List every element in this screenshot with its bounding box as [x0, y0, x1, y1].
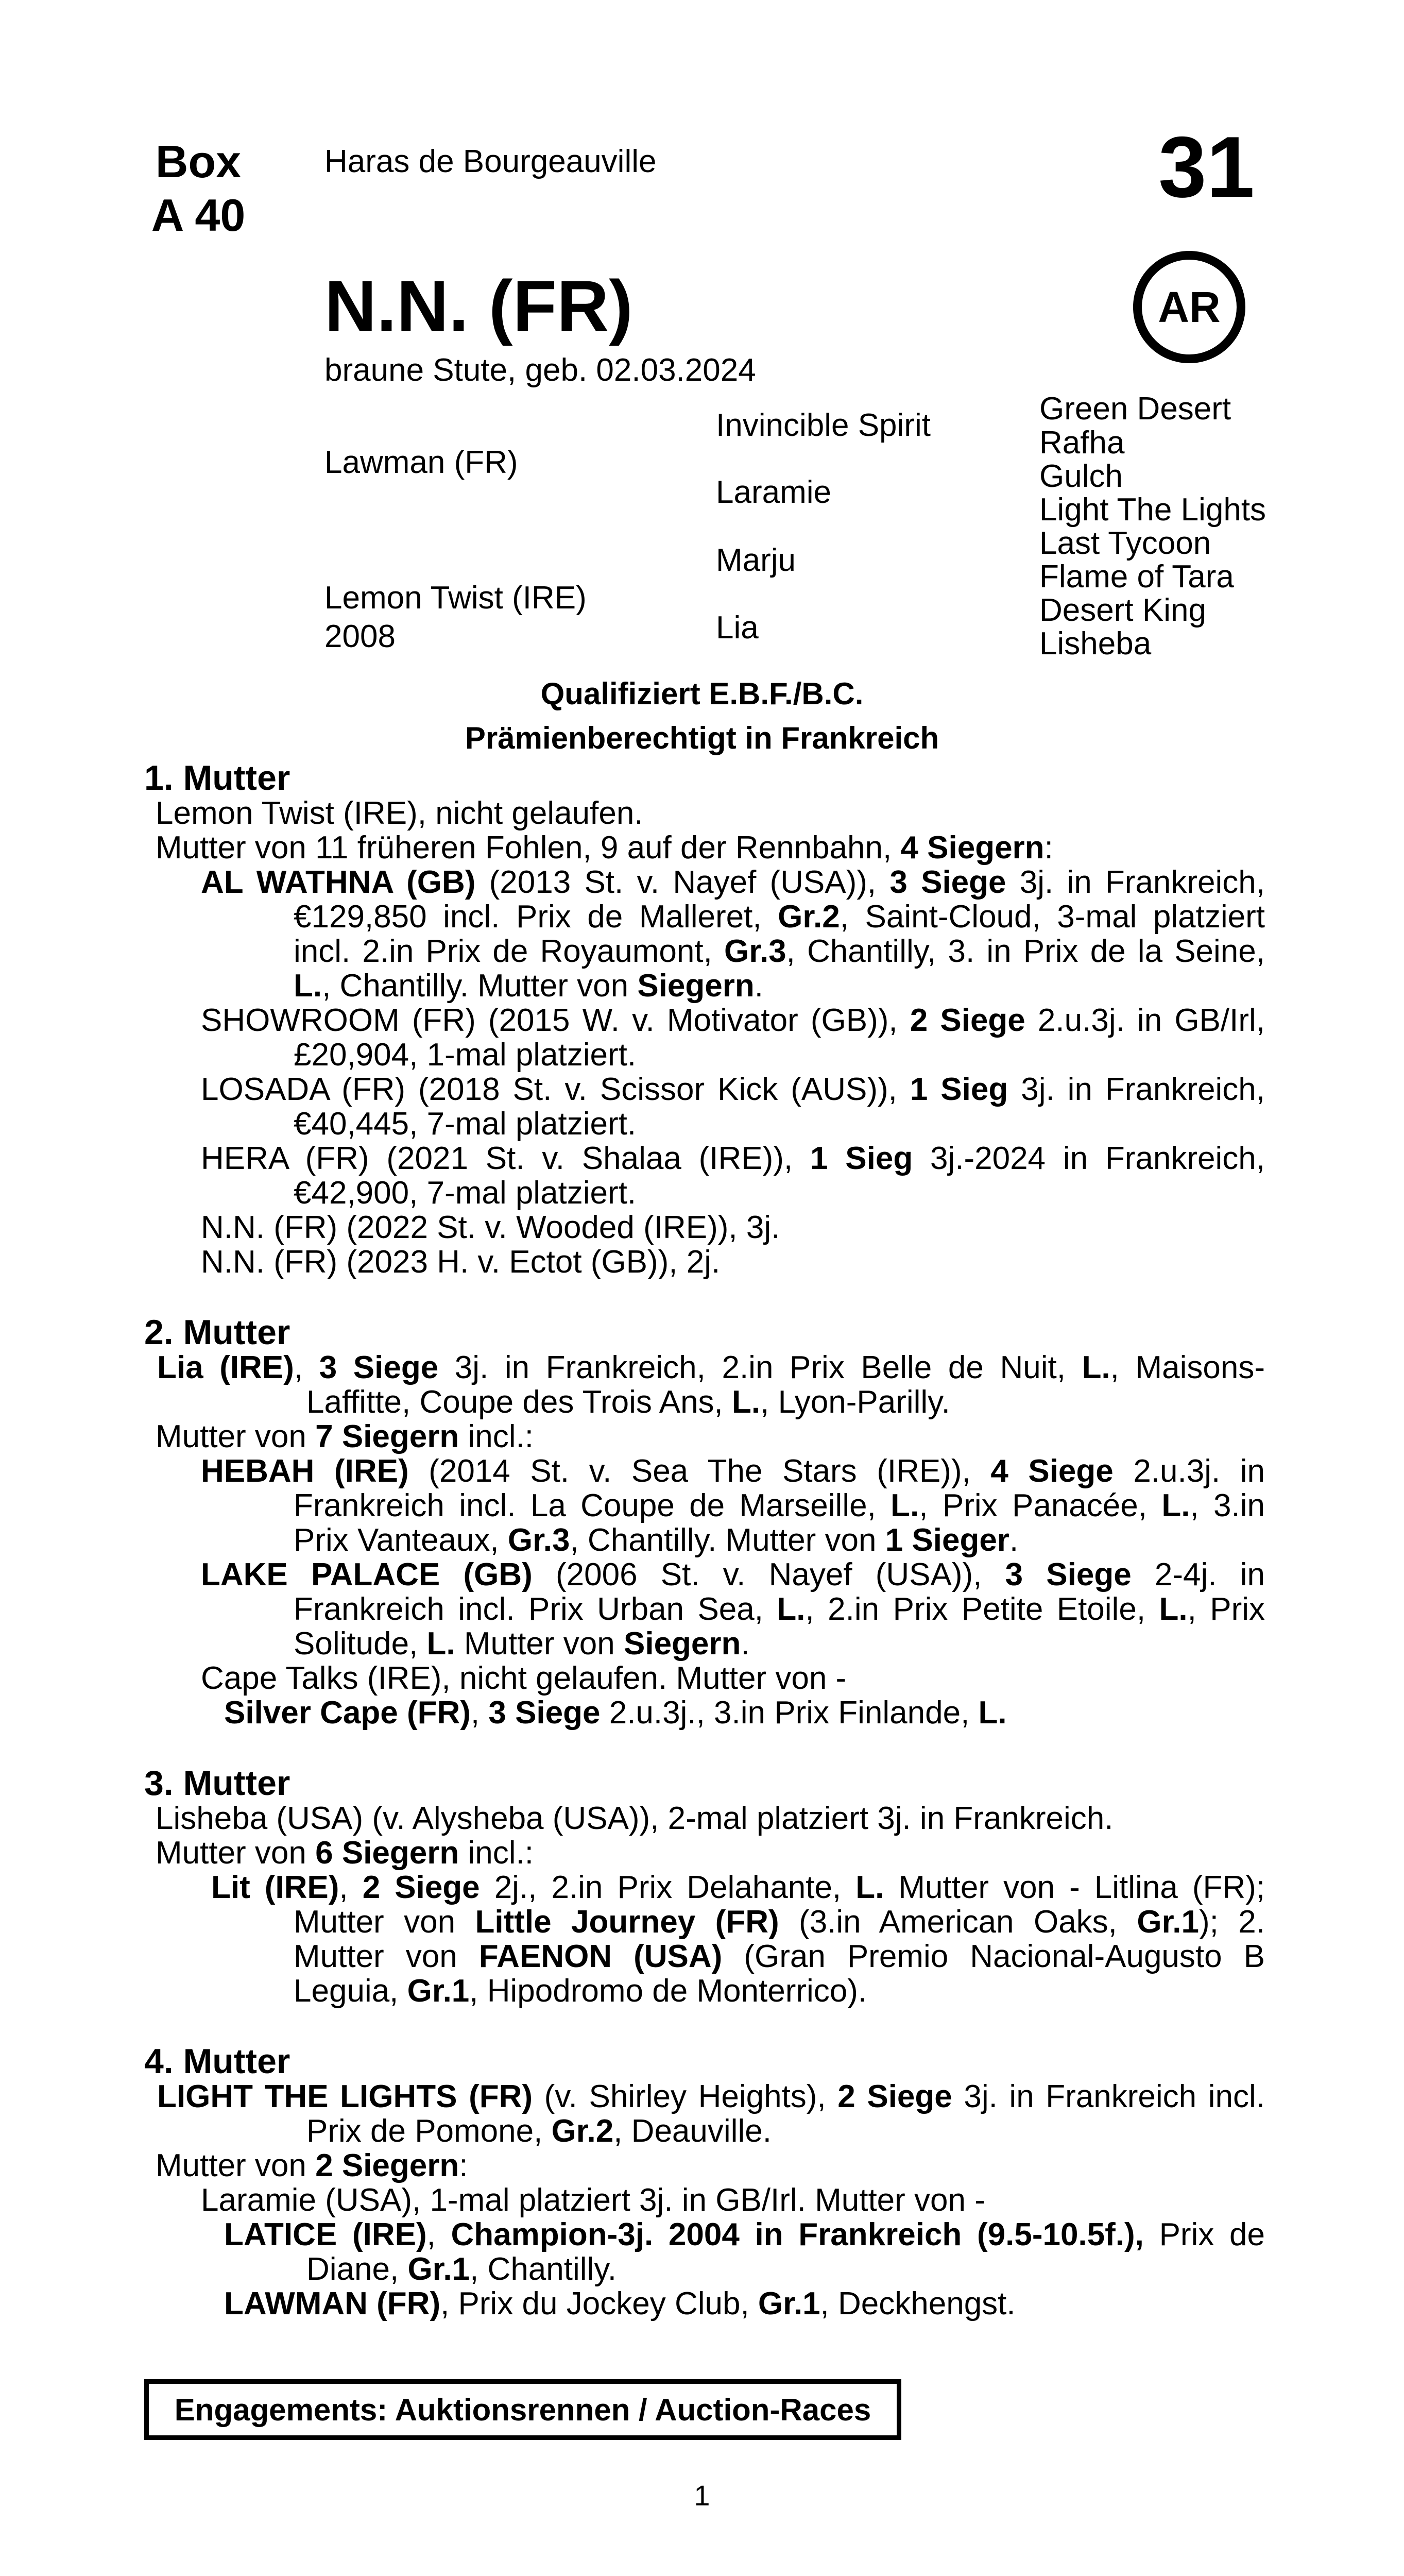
pedigree-entry: LOSADA (FR) (2018 St. v. Scissor Kick (AUS)), 1 Sieg 3j. in Frankreich, €40,445, 7-mal platziert. — [201, 1072, 1265, 1142]
pedigree-gen3-item: Green Desert — [1039, 391, 1231, 427]
pedigree-entry: Mutter von 2 Siegern: — [156, 2148, 468, 2183]
page-number: 1 — [694, 2479, 710, 2512]
horse-name: N.N. (FR) — [324, 265, 633, 346]
pedigree-gen2-item: Invincible Spirit — [716, 408, 931, 443]
section-heading: 4. Mutter — [144, 2042, 290, 2081]
ar-badge-text: AR — [1158, 282, 1221, 331]
pedigree-entry: N.N. (FR) (2023 H. v. Ectot (GB)), 2j. — [201, 1244, 721, 1280]
consignor: Haras de Bourgeauville — [324, 144, 657, 179]
pedigree-entry: LATICE (IRE), Champion-3j. 2004 in Frankreich (9.5-10.5f.), Prix de Diane, Gr.1, Chantilly. — [224, 2217, 1265, 2287]
pedigree-gen3-item: Flame of Tara — [1039, 559, 1234, 595]
mutter-section — [144, 760, 1265, 1279]
pedigree-entry: N.N. (FR) (2022 St. v. Wooded (IRE)), 3j. — [201, 1210, 780, 1245]
pedigree-entry: Mutter von 7 Siegern incl.: — [156, 1419, 534, 1454]
engagements-text: Engagements: Auktionsrennen / Auction-Races — [174, 2392, 871, 2427]
pedigree-gen3-item: Lisheba — [1039, 626, 1152, 662]
pedigree-gen3-item: Rafha — [1039, 425, 1125, 461]
pedigree-entry: Lit (IRE), 2 Siege 2j., 2.in Prix Delahante, L. Mutter von - Litlina (FR); Mutter von Little Journey (FR) (3.in American Oaks, Gr.1); 2. Mutter von FAENON (USA) (Gran Premio Nacional-Augusto B Leguia, Gr.1, Hipodromo de Monterrico). — [211, 1870, 1265, 2009]
box-label: Box — [155, 136, 242, 187]
pedigree-entry: Lemon Twist (IRE), nicht gelaufen. — [156, 795, 643, 831]
pedigree-gen3-item: Desert King — [1039, 592, 1206, 628]
pedigree-entry: Laramie (USA), 1-mal platziert 3j. in GB/Irl. Mutter von - — [201, 2182, 985, 2218]
pedigree-entry: Mutter von 6 Siegern incl.: — [156, 1835, 534, 1871]
horse-description: braune Stute, geb. 02.03.2024 — [324, 352, 756, 388]
ar-badge — [1133, 251, 1245, 363]
section-heading: 2. Mutter — [144, 1313, 290, 1352]
qualification-premium: Prämienberechtigt in Frankreich — [465, 721, 939, 755]
box-number — [144, 135, 252, 242]
pedigree-entry: HEBAH (IRE) (2014 St. v. Sea The Stars (IRE)), 4 Siege 2.u.3j. in Frankreich incl. La Coupe de Marseille, L., Prix Panacée, L., 3.in Prix Vanteaux, Gr.3, Chantilly. Mutter von 1 Sieger. — [201, 1453, 1265, 1558]
box-value: A 40 — [151, 190, 246, 241]
pedigree-gen2-item: Lia — [716, 610, 759, 646]
pedigree-gen2-item: Laramie — [716, 474, 831, 510]
pedigree-gen2-item: Marju — [716, 543, 796, 578]
pedigree-gen3-item: Gulch — [1039, 459, 1123, 494]
pedigree-gen3-item: Last Tycoon — [1039, 526, 1211, 561]
mutter-section — [144, 1314, 1265, 1730]
pedigree-gen3-item: Light The Lights — [1039, 492, 1266, 528]
pedigree-sire: Lawman (FR) — [324, 445, 518, 480]
pedigree-entry: LAKE PALACE (GB) (2006 St. v. Nayef (USA)), 3 Siege 2-4j. in Frankreich incl. Prix Urban Sea, L., 2.in Prix Petite Etoile, L., Prix Solitude, L. Mutter von Siegern. — [201, 1557, 1265, 1662]
pedigree-entry: Cape Talks (IRE), nicht gelaufen. Mutter von - — [201, 1660, 847, 1696]
section-heading: 3. Mutter — [144, 1764, 290, 1803]
pedigree-entry: Lisheba (USA) (v. Alysheba (USA)), 2-mal platziert 3j. in Frankreich. — [156, 1801, 1114, 1836]
lot-number: 31 — [1158, 118, 1255, 215]
pedigree-entry: Lia (IRE), 3 Siege 3j. in Frankreich, 2.in Prix Belle de Nuit, L., Maisons-Laffitte, Coupe des Trois Ans, L., Lyon-Parilly. — [157, 1350, 1265, 1420]
pedigree-entry: Silver Cape (FR), 3 Siege 2.u.3j., 3.in Prix Finlande, L. — [224, 1695, 1007, 1731]
pedigree-dam: Lemon Twist (IRE) — [324, 580, 587, 616]
pedigree-entry: Mutter von 11 früheren Fohlen, 9 auf der Rennbahn, 4 Siegern: — [156, 830, 1053, 866]
pedigree-entry: LAWMAN (FR), Prix du Jockey Club, Gr.1, Deckhengst. — [224, 2286, 1016, 2321]
section-heading: 1. Mutter — [144, 758, 290, 798]
produce-record — [144, 760, 1265, 2356]
qualification-ebf: Qualifiziert E.B.F./B.C. — [540, 676, 864, 711]
engagements-box — [144, 2379, 901, 2440]
pedigree-dam-year: 2008 — [324, 619, 396, 654]
mutter-section — [144, 1765, 1265, 2008]
pedigree-entry: AL WATHNA (GB) (2013 St. v. Nayef (USA)), 3 Siege 3j. in Frankreich, €129,850 incl. Prix de Malleret, Gr.2, Saint-Cloud, 3-mal platziert incl. 2.in Prix de Royaumont, Gr.3, Chantilly, 3. in Prix de la Seine, L., Chantilly. Mutter von Siegern. — [201, 865, 1265, 1004]
pedigree-entry: LIGHT THE LIGHTS (FR) (v. Shirley Heights), 2 Siege 3j. in Frankreich incl. Prix de Pomone, Gr.2, Deauville. — [157, 2079, 1265, 2149]
pedigree-entry: SHOWROOM (FR) (2015 W. v. Motivator (GB)), 2 Siege 2.u.3j. in GB/Irl, £20,904, 1-mal platziert. — [201, 1003, 1265, 1073]
mutter-section — [144, 2043, 1265, 2321]
pedigree-entry: HERA (FR) (2021 St. v. Shalaa (IRE)), 1 Sieg 3j.-2024 in Frankreich, €42,900, 7-mal platziert. — [201, 1141, 1265, 1211]
